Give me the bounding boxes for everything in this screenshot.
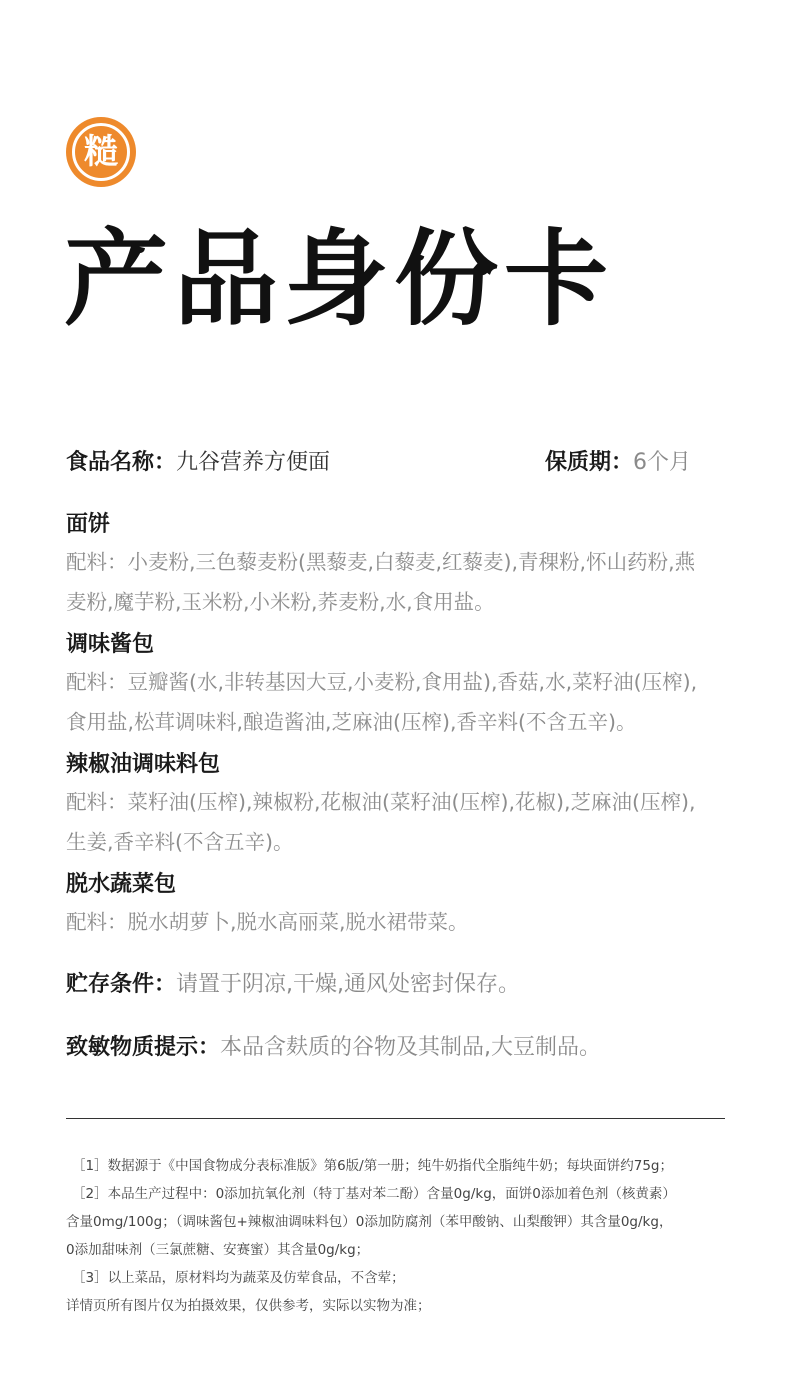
section-ingredients (66, 782, 731, 862)
ingredient-line: 配料：豆瓣酱(水,非转基因大豆,小麦粉,食用盐),香菇,水,菜籽油(压榨), (66, 669, 698, 694)
allergen-label: 致敏物质提示： (66, 1035, 221, 1060)
section-vegetable-pack (66, 871, 731, 942)
section-title: 面饼 (66, 512, 111, 537)
shelf-life-row (545, 448, 691, 479)
storage-label: 贮存条件： (66, 972, 177, 997)
section-ingredients (66, 542, 731, 622)
page-title: 产品身份卡 (64, 218, 615, 340)
allergen-row (66, 1033, 601, 1064)
shelf-life-value: 6个月 (633, 450, 692, 475)
footnote-line: ［1］数据源于《中国食物成分表标准版》第6版/第一册；纯牛奶指代全脂纯牛奶；每块面饼约75g； (72, 1158, 673, 1174)
section-ingredients (66, 662, 731, 742)
section-title: 调味酱包 (66, 632, 155, 657)
section-title: 脱水蔬菜包 (66, 872, 177, 897)
product-name-row (66, 448, 330, 479)
section-ingredients (66, 902, 731, 942)
footnote-line: ［3］以上菜品，原材料均为蔬菜及仿荤食品，不含荤； (72, 1270, 405, 1286)
shelf-life-label: 保质期： (545, 450, 634, 475)
allergen-value: 本品含麸质的谷物及其制品,大豆制品。 (220, 1035, 602, 1060)
footnote-line: 含量0mg/100g；（调味酱包+辣椒油调味料包）0添加防腐剂（苯甲酸钠、山梨酸钾）其含量0g/kg， (66, 1214, 673, 1230)
product-name-value: 九谷营养方便面 (176, 450, 331, 475)
section-title: 辣椒油调味料包 (66, 752, 221, 777)
ingredient-line: 食用盐,松茸调味料,酿造酱油,芝麻油(压榨),香辛料(不含五辛)。 (66, 709, 637, 734)
ingredient-line: 配料：菜籽油(压榨),辣椒粉,花椒油(菜籽油(压榨),花椒),芝麻油(压榨), (66, 789, 696, 814)
logo-ring (72, 123, 130, 181)
section-sauce-pack (66, 631, 731, 742)
divider (66, 1118, 725, 1119)
ingredient-line: 麦粉,魔芋粉,玉米粉,小米粉,荞麦粉,水,食用盐。 (66, 589, 495, 614)
storage-value: 请置于阴凉,干燥,通风处密封保存。 (176, 972, 521, 997)
section-noodle-cake (66, 511, 731, 622)
product-name-label: 食品名称： (66, 450, 177, 475)
ingredient-line: 生姜,香辛料(不含五辛)。 (66, 829, 294, 854)
brand-logo (66, 117, 136, 187)
footnote-line: 0添加甜味剂（三氯蔗糖、安赛蜜）其含量0g/kg； (66, 1242, 370, 1258)
footnotes (66, 1152, 731, 1320)
ingredient-line: 配料：脱水胡萝卜,脱水高丽菜,脱水裙带菜。 (66, 909, 469, 934)
footnote-line: 详情页所有图片仅为拍摄效果，仅供参考，实际以实物为准； (66, 1298, 431, 1314)
section-chili-oil-pack (66, 751, 731, 862)
logo-char: 糙 (84, 132, 118, 172)
footnote-line: ［2］本品生产过程中：0添加抗氧化剂（特丁基对苯二酚）含量0g/kg，面饼0添加着色剂（核黄素） (72, 1186, 676, 1202)
ingredient-line: 配料：小麦粉,三色藜麦粉(黑藜麦,白藜麦,红藜麦),青稞粉,怀山药粉,燕 (66, 549, 696, 574)
storage-row (66, 970, 520, 1001)
